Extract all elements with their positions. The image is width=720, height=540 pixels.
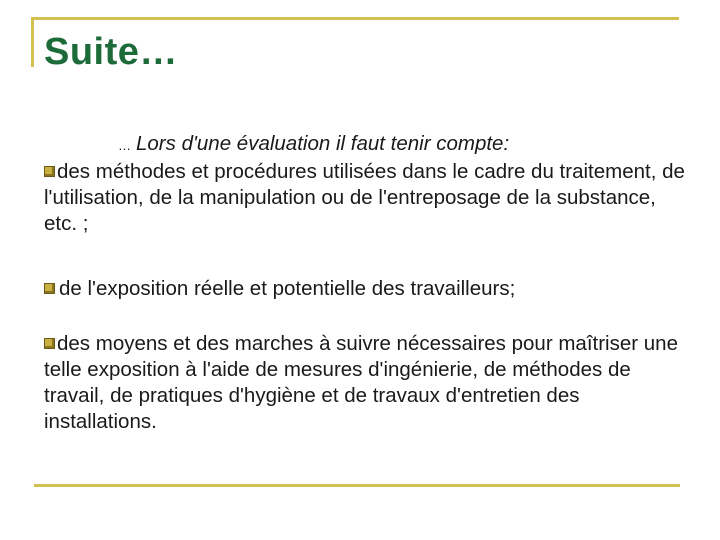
square-bullet-icon [44, 338, 55, 349]
intro-text: Lors d'une évaluation il faut tenir compte: [136, 132, 510, 155]
intro-line [118, 131, 694, 159]
square-bullet-icon [44, 166, 55, 177]
bullet-item-moyens [44, 331, 694, 435]
bullet-text: de l'exposition réelle et potentielle des travailleurs; [59, 277, 516, 300]
bullet-item-methodes [44, 159, 694, 237]
bullet-text: des méthodes et procédures utilisées dans le cadre du traitement, de l'utilisation, de la manipulation ou de l'entreposage de la substance, etc. ; [44, 160, 685, 235]
frame-top-line [31, 17, 679, 20]
slide-body [44, 131, 694, 435]
square-bullet-icon [44, 283, 55, 294]
intro-ellipsis: … [118, 138, 131, 153]
bullet-text: des moyens et des marches à suivre nécessaires pour maîtriser une telle exposition à l'aide de mesures d'ingénierie, de méthodes de travail, de pratiques d'hygiène et de travaux d'entretien des installations. [44, 332, 678, 433]
frame-left-line [31, 17, 34, 67]
slide-title: Suite… [44, 31, 178, 73]
bullet-item-exposition [44, 276, 694, 302]
frame-bottom-line [34, 484, 680, 487]
